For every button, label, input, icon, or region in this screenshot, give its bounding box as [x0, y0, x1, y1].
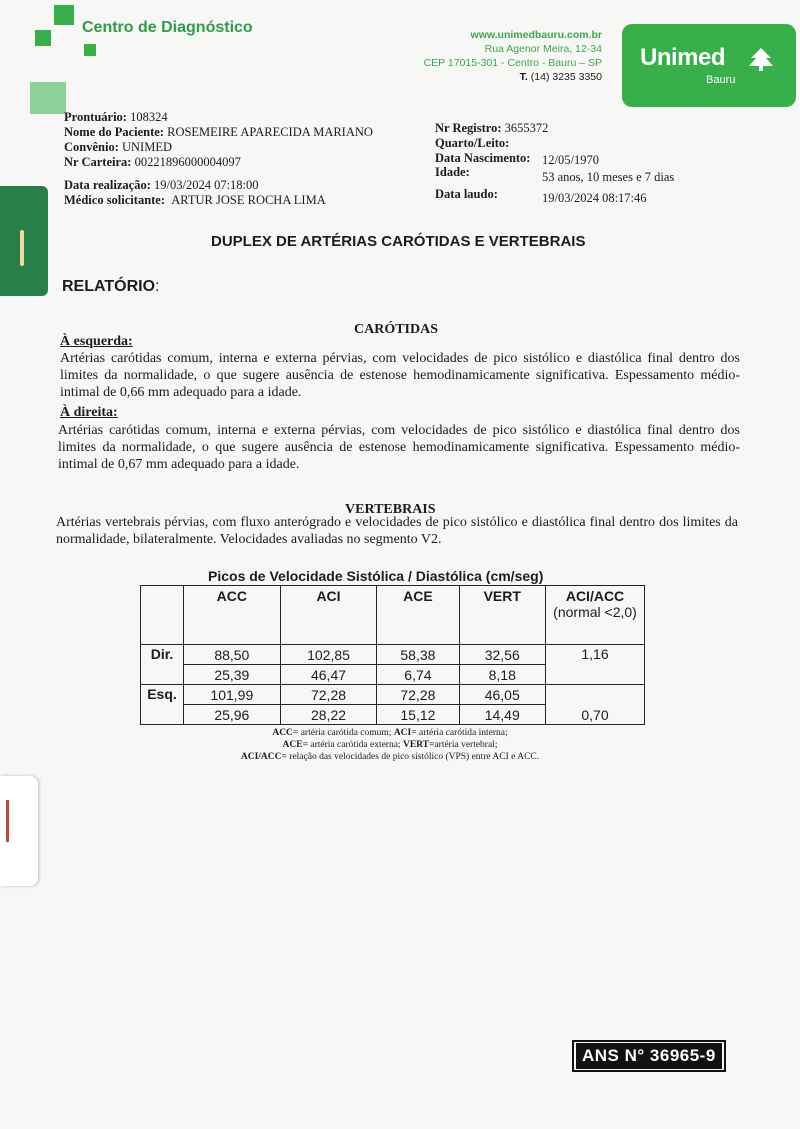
ans-badge: ANS N° 36965-9 — [572, 1040, 726, 1072]
row-label-esq: Esq. — [141, 685, 184, 725]
direita-label: À direita: — [60, 405, 118, 420]
cell: 46,47 — [280, 665, 377, 685]
unimed-tree-icon — [746, 46, 776, 77]
vertebrais-text: Artérias vertebrais pérvias, com fluxo anterógrado e velocidades de pico sistólico e diastólica final dentro dos limites da normalidade, bilateralmente. Velocidades avaliadas no segmento V2. — [56, 515, 738, 547]
cell: 32,56 — [459, 645, 546, 665]
carotidas-title: CARÓTIDAS — [354, 322, 439, 337]
vertebrais-title: VERTEBRAIS — [345, 502, 436, 517]
info-data-realizacao: Data realização: 19/03/2024 07:18:00 — [64, 178, 259, 192]
table-header-row — [141, 586, 645, 645]
cell: 101,99 — [184, 685, 281, 705]
unimed-logo-city: Bauru — [706, 74, 736, 86]
direita-text: Artérias carótidas comum, interna e externa pérvias, com velocidades de pico sistólico e diastólica final dentro dos limites da normalidade, o que sugere ausência de estenose hemodinamicamente significativa. Espessamento médio-intimal de 0,67 mm adequado para a idade. — [58, 423, 740, 472]
contact-block — [424, 28, 602, 84]
col-vert: VERT — [459, 586, 546, 645]
contact-cep: CEP 17015-301 - Centro - Bauru – SP — [423, 57, 602, 69]
unimed-logo-name: Unimed — [640, 44, 726, 71]
table-row — [141, 645, 645, 665]
ratio-dir: 1,16 — [546, 645, 645, 685]
col-ratio: ACI/ACC (normal <2,0) — [546, 586, 645, 645]
cell: 46,05 — [459, 685, 546, 705]
esquerda-label: À esquerda: — [60, 334, 133, 349]
brand-title: Centro de Diagnóstico — [82, 19, 253, 36]
info-carteira: Nr Carteira: 00221896000004097 — [64, 155, 241, 169]
document-title: DUPLEX DE ARTÉRIAS CARÓTIDAS E VERTEBRAIS — [211, 233, 586, 250]
table-row — [141, 685, 645, 705]
binder-tab-white — [0, 776, 38, 886]
contact-url[interactable]: www.unimedbauru.com.br — [470, 29, 602, 41]
contact-phone: T. (14) 3235 3350 — [519, 71, 602, 83]
relatorio-heading: RELATÓRIO: — [62, 278, 160, 295]
info-nascimento-label: Data Nascimento: — [435, 151, 531, 165]
cell: 88,50 — [184, 645, 281, 665]
logo-square-1 — [54, 5, 74, 25]
cell: 8,18 — [459, 665, 546, 685]
binder-tab-green — [0, 186, 48, 296]
table-corner — [141, 586, 184, 645]
info-quarto: Quarto/Leito: — [435, 136, 510, 150]
cell: 25,96 — [184, 705, 281, 725]
logo-square-4 — [30, 82, 66, 114]
info-idade-value: 53 anos, 10 meses e 7 dias — [542, 170, 675, 184]
esquerda-text: Artérias carótidas comum, interna e externa pérvias, com velocidades de pico sistólico e diastólica final dentro dos limites da normalidade, o que sugere ausência de estenose hemodinamicamente significativa. Espessamento médio-intimal de 0,66 mm adequado para a idade. — [60, 351, 740, 400]
cell: 28,22 — [280, 705, 377, 725]
velocity-table — [140, 585, 645, 725]
cell: 72,28 — [280, 685, 377, 705]
contact-address: Rua Agenor Meira, 12-34 — [484, 43, 602, 55]
cell: 25,39 — [184, 665, 281, 685]
logo-square-3 — [84, 44, 96, 56]
cell: 14,49 — [459, 705, 546, 725]
cell: 72,28 — [377, 685, 459, 705]
cell: 15,12 — [377, 705, 459, 725]
row-label-dir: Dir. — [141, 645, 184, 685]
info-laudo-label: Data laudo: — [435, 187, 498, 201]
info-registro: Nr Registro: 3655372 — [435, 121, 549, 135]
info-laudo-value: 19/03/2024 08:17:46 — [542, 191, 647, 205]
info-medico: Médico solicitante: ARTUR JOSE ROCHA LIMA — [64, 193, 326, 207]
unimed-logo — [622, 24, 796, 107]
table-footnotes: ACC= artéria carótida comum; ACI= artéria carótida interna; ACE= artéria carótida externa; VERT=artéria vertebral; ACI/ACC= relação das velocidades de pico sistólico (VPS) entre ACI e ACC. — [240, 728, 540, 762]
info-convenio: Convênio: UNIMED — [64, 140, 172, 154]
logo-square-2 — [35, 30, 51, 46]
info-prontuario: Prontuário: 108324 — [64, 110, 168, 124]
col-ace: ACE — [377, 586, 459, 645]
info-idade-label: Idade: — [435, 165, 470, 179]
velocity-table-title: Picos de Velocidade Sistólica / Diastólica (cm/seg) — [208, 568, 544, 584]
col-aci: ACI — [280, 586, 377, 645]
cell: 58,38 — [377, 645, 459, 665]
cell: 6,74 — [377, 665, 459, 685]
ratio-esq: 0,70 — [546, 685, 645, 725]
col-acc: ACC — [184, 586, 281, 645]
cell: 102,85 — [280, 645, 377, 665]
info-nome: Nome do Paciente: ROSEMEIRE APARECIDA MARIANO — [64, 125, 373, 139]
info-nascimento-value: 12/05/1970 — [542, 153, 599, 167]
